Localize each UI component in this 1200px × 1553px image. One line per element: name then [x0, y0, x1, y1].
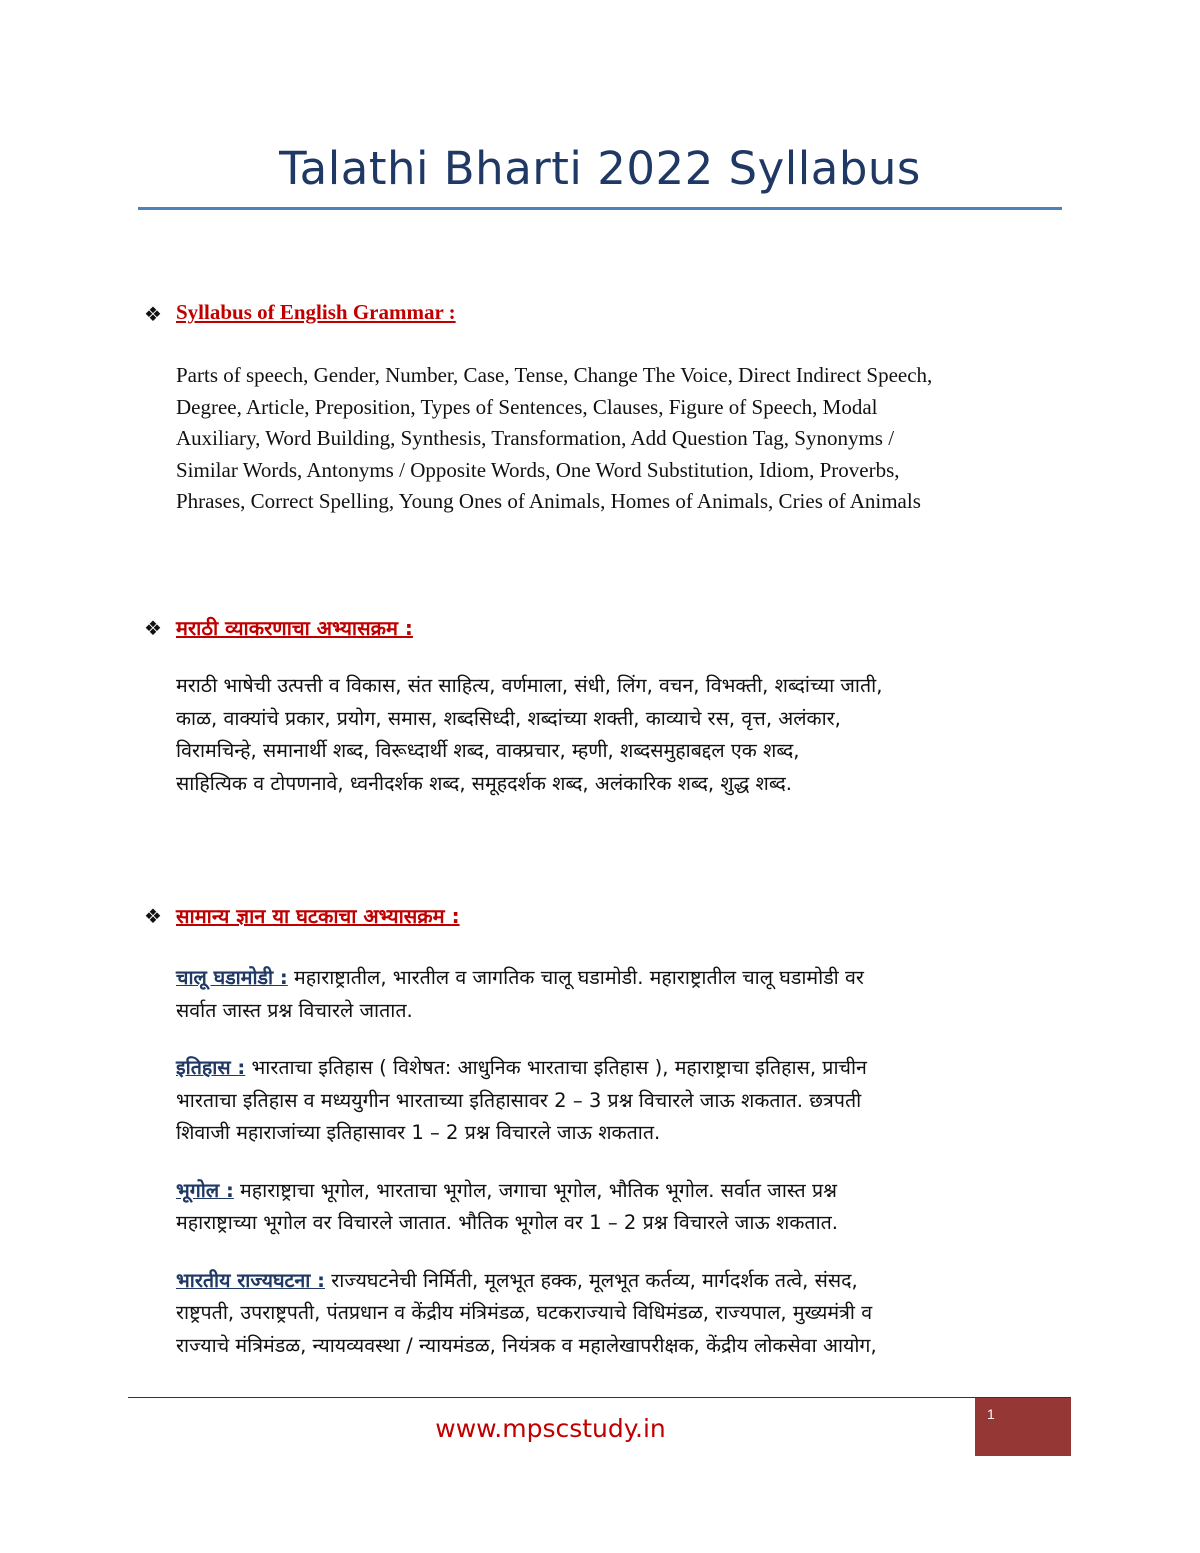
title-underline [138, 207, 1062, 210]
subsection-label: भूगोल : [176, 1178, 234, 1202]
body-line: Similar Words, Antonyms / Opposite Words, One Word Substitution, Idiom, Proverbs, [176, 457, 900, 482]
section-english-grammar [138, 300, 1068, 518]
body-line: Parts of speech, Gender, Number, Case, Tense, Change The Voice, Direct Indirect Speech, [176, 363, 933, 387]
section-body [176, 360, 1056, 518]
subsection-label: इतिहास : [176, 1056, 246, 1079]
body-line: राष्ट्रपती, उपराष्ट्रपती, पंतप्रधान व केंद्रीय मंत्रिमंडळ, घटकराज्याचे विधिमंडळ, राज्यपाल, मुख्यमंत्री व [176, 1301, 873, 1324]
body-line: Degree, Article, Preposition, Types of Sentences, Clauses, Figure of Speech, Modal [176, 394, 878, 419]
body-line: विरामचिन्हे, समानार्थी शब्द, विरूध्दार्थी शब्द, वाक्प्रचार, म्हणी, शब्दसमुहाबद्दल एक शब्द, [176, 739, 800, 762]
diamond-bullet-icon: ❖ [144, 302, 162, 326]
section-heading: मराठी व्याकरणाचा अभ्यासक्रम : [176, 616, 413, 640]
section-heading: सामान्य ज्ञान या घटकाचा अभ्यासक्रम : [176, 904, 460, 928]
body-line: Auxiliary, Word Building, Synthesis, Transformation, Add Question Tag, Synonyms / [176, 426, 895, 451]
body-line: महाराष्ट्रातील, भारतील व जागतिक चालू घडामोडी. महाराष्ट्रातील चालू घडामोडी वर [287, 966, 864, 989]
section-marathi-grammar [138, 614, 1068, 800]
subsection-geography [176, 1175, 1066, 1240]
body-line: राज्यघटनेची निर्मिती, मूलभूत हक्क, मूलभूत कर्तव्य, मार्गदर्शक तत्वे, संसद, [325, 1268, 858, 1292]
body-line: Phrases, Correct Spelling, Young Ones of Animals, Homes of Animals, Cries of Animals [176, 489, 921, 514]
subsection-constitution [176, 1265, 1066, 1363]
body-line: भारताचा इतिहास व मध्ययुगीन भारताच्या इतिहासावर 2 – 3 प्रश्न विचारले जाऊ शकतात. छत्रपती [176, 1088, 862, 1112]
diamond-bullet-icon: ❖ [144, 616, 162, 640]
footer-website-link[interactable]: www.mpscstudy.in [435, 1414, 666, 1443]
body-line: भारताचा इतिहास ( विशेषत: आधुनिक भारताचा इतिहास ), महाराष्ट्राचा इतिहास, प्राचीन [245, 1056, 867, 1079]
footer-rule [128, 1397, 1071, 1398]
body-line: मराठी भाषेची उत्पत्ती व विकास, संत साहित्य, वर्णमाला, संधी, लिंग, वचन, विभक्ती, शब्दांच्या जाती, [176, 674, 883, 697]
subsection-label: चालू घडामोडी : [176, 966, 288, 989]
body-line: सर्वात जास्त प्रश्न विचारले जातात. [176, 998, 413, 1022]
subsection-label: भारतीय राज्यघटना : [176, 1268, 326, 1292]
page-number: 1 [987, 1406, 995, 1422]
body-line: शिवाजी महाराजांच्या इतिहासावर 1 – 2 प्रश्न विचारले जाऊ शकतात. [176, 1121, 661, 1144]
diamond-bullet-icon: ❖ [144, 904, 162, 928]
page-number-box [975, 1398, 1071, 1456]
body-line: साहित्यिक व टोपणनावे, ध्वनीदर्शक शब्द, समूहदर्शक शब्द, अलंकारिक शब्द, शुद्ध शब्द. [176, 771, 793, 795]
subsection-history [176, 1052, 1066, 1150]
section-heading: Syllabus of English Grammar : [176, 300, 456, 324]
body-line: राज्याचे मंत्रिमंडळ, न्यायव्यवस्था / न्यायमंडळ, नियंत्रक व महालेखापरीक्षक, केंद्रीय लोकसेवा आयोग, [176, 1333, 877, 1357]
section-body [176, 670, 1066, 800]
body-line: महाराष्ट्राच्या भूगोल वर विचारले जातात. भौतिक भूगोल वर 1 – 2 प्रश्न विचारले जाऊ शकतात. [176, 1211, 839, 1234]
page-title: Talathi Bharti 2022 Syllabus [279, 142, 921, 195]
body-line: काळ, वाक्यांचे प्रकार, प्रयोग, समास, शब्दसिध्दी, शब्दांच्या शक्ती, काव्याचे रस, वृत्त, अलंकार, [176, 706, 841, 730]
subsection-current-affairs [176, 962, 1066, 1027]
body-line: महाराष्ट्राचा भूगोल, भारताचा भूगोल, जगाचा भूगोल, भौतिक भूगोल. सर्वात जास्त प्रश्न [233, 1178, 837, 1202]
section-general-knowledge [138, 902, 1068, 1362]
